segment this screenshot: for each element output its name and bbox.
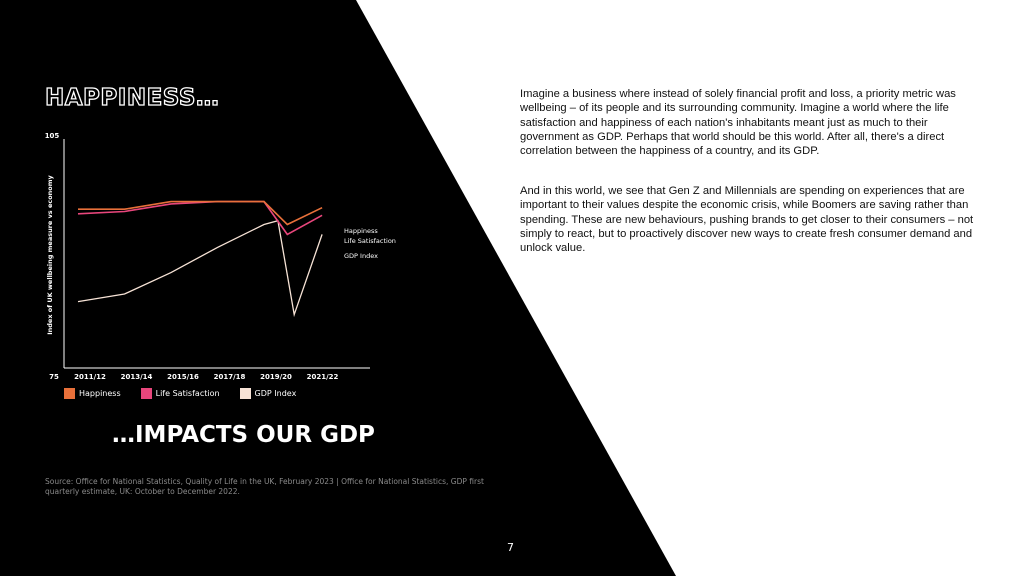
heading-happiness: HAPPINESS… <box>45 85 220 111</box>
heading-impacts-gdp: …IMPACTS OUR GDP <box>112 422 375 448</box>
series-line-life-satisfaction <box>78 202 322 235</box>
y-axis-label: Index of UK wellbeing measure vs economy <box>46 175 54 335</box>
source-note: Source: Office for National Statistics, Quality of Life in the UK, February 2023 | Office for National Statistics, GDP first quarterly estimate, UK: October to December 2022. <box>45 477 484 496</box>
legend-swatch-happiness <box>64 388 75 399</box>
x-tick-label: 2021/22 <box>306 373 339 381</box>
chart-legend <box>64 388 316 399</box>
line-label-life-satisfaction: Life Satisfaction <box>344 237 396 245</box>
y-tick-max: 105 <box>44 132 60 140</box>
body-paragraph-1: Imagine a business where instead of solely financial profit and loss, a priority metric was wellbeing – of its people and its surrounding community. Imagine a world where the life satisfaction and happiness of each nation's inhabitants meant just as much to their government as GDP. Perhaps that world should be this world. After all, there's a direct correlation between the happiness of a country, and its GDP. <box>520 88 956 158</box>
legend-item-life-satisfaction <box>141 388 220 399</box>
x-tick-label: 2015/16 <box>167 373 199 381</box>
line-chart <box>40 125 420 385</box>
x-tick-label: 2011/12 <box>74 373 106 381</box>
legend-label-happiness: Happiness <box>79 389 121 398</box>
x-tick-label: 2013/14 <box>120 373 153 381</box>
x-tick-label: 2017/18 <box>213 373 246 381</box>
page-number: 7 <box>507 541 514 554</box>
legend-item-happiness <box>64 388 121 399</box>
y-tick-min: 75 <box>49 373 59 381</box>
line-label-gdp-index: GDP Index <box>344 252 378 260</box>
line-label-happiness: Happiness <box>344 227 378 235</box>
legend-swatch-life-satisfaction <box>141 388 152 399</box>
x-tick-label: 2019/20 <box>260 373 292 381</box>
series-line-gdp-index <box>78 221 322 315</box>
legend-label-life-satisfaction: Life Satisfaction <box>155 389 220 398</box>
series-line-happiness <box>78 202 322 225</box>
legend-item-gdp-index <box>240 388 297 399</box>
legend-swatch-gdp-index <box>240 388 251 399</box>
body-paragraph-2: And in this world, we see that Gen Z and Millennials are spending on experiences that are important to their values despite the economic crisis, while Boomers are saving rather than spending. These are new behaviours, pushing brands to get closer to their consumers – not simply to react, but to proactively discover new ways to create fresh consumer demand and unlock value. <box>520 185 974 255</box>
legend-label-gdp-index: GDP Index <box>254 389 297 398</box>
